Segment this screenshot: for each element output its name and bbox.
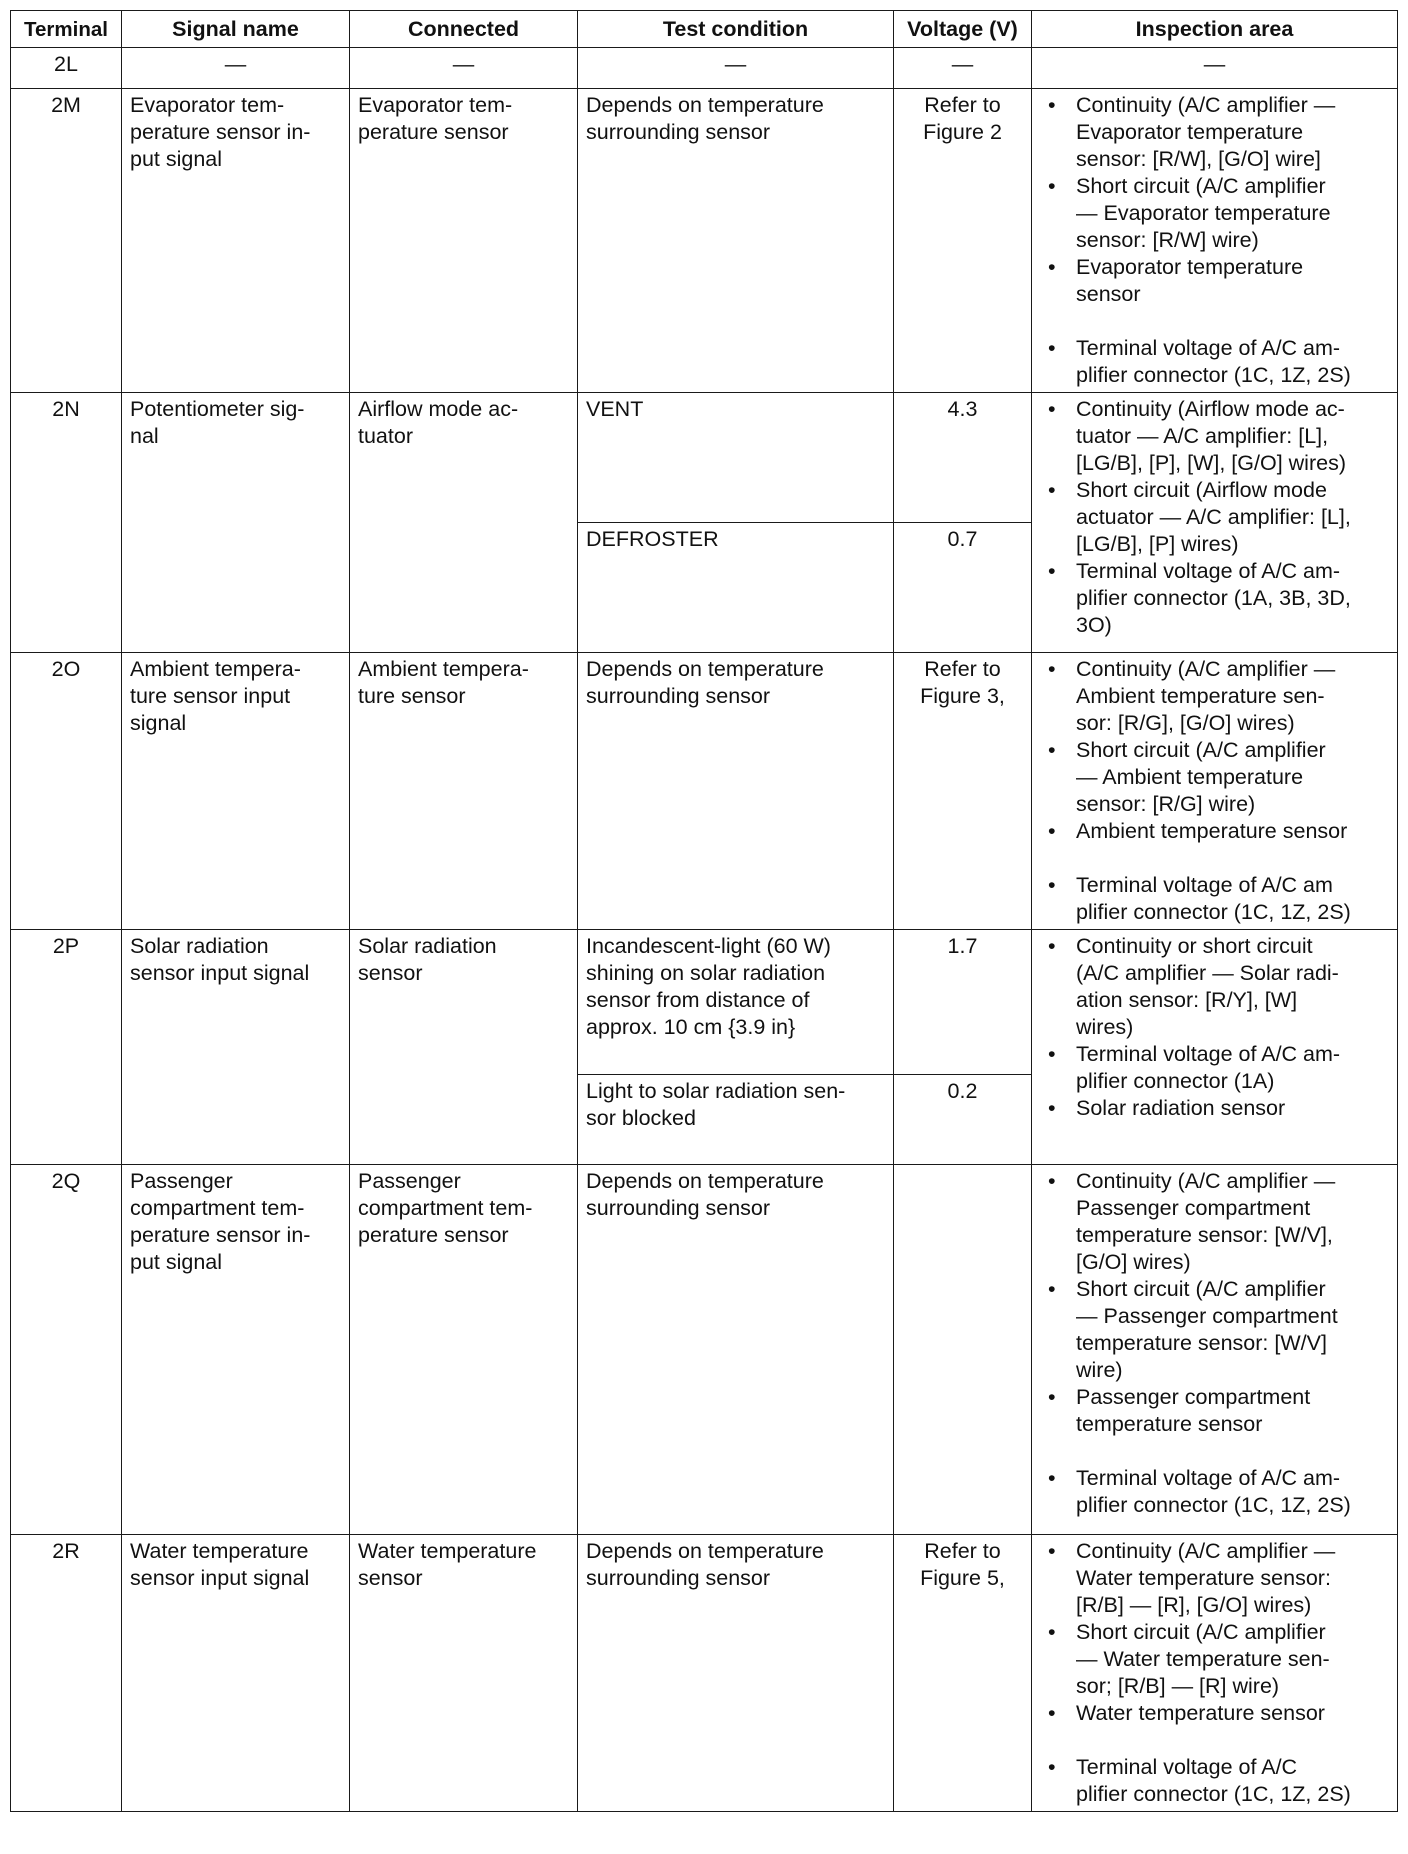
header-signal-name: Signal name: [122, 11, 350, 48]
inspection-item-text: • Continuity (A/C amplifier — Passenger compartment temperature sensor: [W/V], [G/O] wires): [1076, 1169, 1336, 1274]
inspection-item-text: • Terminal voltage of A/C am- plifier connector (1A): [1076, 1042, 1341, 1093]
voltage-text: Refer to Figure 2: [923, 93, 1002, 144]
test-condition-text: Depends on temperature surrounding sensor: [586, 1169, 824, 1220]
connected-text: Ambient tempera- ture sensor: [358, 657, 529, 708]
dash-cell: —: [1032, 48, 1398, 89]
table-row-2M: [11, 89, 1398, 393]
table-row-2N: [11, 393, 1398, 523]
inspection-item-text: • Evaporator temperature sensor: [1076, 255, 1304, 306]
terminal-cell: 2M: [11, 89, 122, 393]
inspection-item: [1040, 1538, 1389, 1619]
test-condition-text: Incandescent-light (60 W) shining on solar radiation sensor from distance of approx. 10 cm {3.9 in}: [586, 934, 831, 1039]
voltage-cell: [894, 930, 1032, 1075]
inspection-item: [1040, 477, 1389, 558]
voltage-cell: [894, 1165, 1032, 1535]
inspection-item-text: • Continuity (A/C amplifier — Water temperature sensor: [R/B] — [R], [G/O] wires): [1076, 1539, 1336, 1617]
inspection-list: [1040, 92, 1389, 389]
signal-name-cell: [122, 1165, 350, 1535]
inspection-item: [1040, 558, 1389, 639]
inspection-item-text: • Short circuit (A/C amplifier — Evaporator temperature sensor: [R/W] wire): [1076, 174, 1331, 252]
inspection-item: [1040, 173, 1389, 254]
inspection-item: [1040, 737, 1389, 818]
table-row-2R: [11, 1535, 1398, 1812]
inspection-cell: [1032, 930, 1398, 1165]
signal-name-text: Potentiometer sig- nal: [130, 397, 305, 448]
voltage-cell: [894, 653, 1032, 930]
terminal-cell: 2L: [11, 48, 122, 89]
connected-text: Airflow mode ac- tuator: [358, 397, 519, 448]
inspection-list: [1040, 396, 1389, 639]
signal-name-text: Passenger compartment tem- perature sensor in- put signal: [130, 1169, 311, 1274]
voltage-cell: [894, 1075, 1032, 1165]
terminal-cell: 2O: [11, 653, 122, 930]
inspection-item-text: • Terminal voltage of A/C am- plifier connector (1C, 1Z, 2S): [1076, 1466, 1351, 1517]
inspection-item-text: • Terminal voltage of A/C plifier connector (1C, 1Z, 2S): [1076, 1755, 1351, 1806]
inspection-item: [1040, 933, 1389, 1041]
connected-cell: [350, 1165, 578, 1535]
inspection-item: [1040, 254, 1389, 308]
inspection-item: [1040, 1384, 1389, 1438]
table-row-2O: [11, 653, 1398, 930]
inspection-item: [1040, 1754, 1389, 1808]
terminal-inspection-table: [10, 10, 1398, 1812]
signal-name-cell: [122, 393, 350, 653]
voltage-cell: [894, 523, 1032, 653]
inspection-item-text: • Short circuit (A/C amplifier — Ambient temperature sensor: [R/G] wire): [1076, 738, 1326, 816]
inspection-item-text: • Continuity (Airflow mode ac- tuator — A/C amplifier: [L], [LG/B], [P], [W], [G/O] wires): [1076, 397, 1346, 475]
connected-text: Water temperature sensor: [358, 1539, 537, 1590]
inspection-cell: [1032, 1535, 1398, 1812]
terminal-cell: 2R: [11, 1535, 122, 1812]
voltage-cell: [894, 393, 1032, 523]
voltage-cell: [894, 1535, 1032, 1812]
terminal-cell: 2N: [11, 393, 122, 653]
test-condition-cell: [578, 523, 894, 653]
test-condition-text: Depends on temperature surrounding sensor: [586, 1539, 824, 1590]
inspection-item: [1040, 656, 1389, 737]
test-condition-cell: [578, 1535, 894, 1812]
inspection-item-text: • Short circuit (Airflow mode actuator — A/C amplifier: [L], [LG/B], [P] wires): [1076, 478, 1351, 556]
terminal-cell: 2P: [11, 930, 122, 1165]
signal-name-cell: [122, 1535, 350, 1812]
test-condition-cell: [578, 1075, 894, 1165]
test-condition-cell: [578, 930, 894, 1075]
inspection-list: [1040, 1168, 1389, 1519]
inspection-item-text: • Ambient temperature sensor: [1076, 819, 1348, 843]
signal-name-cell: [122, 89, 350, 393]
inspection-item: [1040, 818, 1389, 845]
inspection-item-text: • Continuity (A/C amplifier — Evaporator temperature sensor: [R/W], [G/O] wire]: [1076, 93, 1336, 171]
header-voltage: Voltage (V): [894, 11, 1032, 48]
connected-text: Solar radiation sensor: [358, 934, 497, 985]
test-condition-text: Depends on temperature surrounding sensor: [586, 657, 824, 708]
connected-text: Passenger compartment tem- perature sensor: [358, 1169, 533, 1247]
dash-cell: —: [350, 48, 578, 89]
table-row-2L: [11, 48, 1398, 89]
test-condition-text: VENT: [586, 397, 644, 421]
header-row: [11, 11, 1398, 48]
connected-cell: [350, 653, 578, 930]
signal-name-text: Solar radiation sensor input signal: [130, 934, 310, 985]
inspection-item: [1040, 1619, 1389, 1700]
inspection-item-text: • Solar radiation sensor: [1076, 1096, 1286, 1120]
header-terminal: Terminal: [11, 11, 122, 48]
voltage-cell: [894, 89, 1032, 393]
signal-name-text: Water temperature sensor input signal: [130, 1539, 310, 1590]
connected-cell: [350, 1535, 578, 1812]
inspection-cell: [1032, 653, 1398, 930]
inspection-cell: [1032, 89, 1398, 393]
signal-name-cell: [122, 930, 350, 1165]
inspection-item: [1040, 1095, 1389, 1122]
inspection-item: [1040, 1700, 1389, 1727]
test-condition-cell: [578, 1165, 894, 1535]
inspection-cell: [1032, 1165, 1398, 1535]
inspection-item: [1040, 1465, 1389, 1519]
inspection-item-text: • Terminal voltage of A/C am- plifier connector (1A, 3B, 3D, 3O): [1076, 559, 1351, 637]
voltage-text: Refer to Figure 5,: [920, 1539, 1005, 1590]
document-page: [10, 10, 1398, 1812]
header-test-condition: Test condition: [578, 11, 894, 48]
test-condition-text: Depends on temperature surrounding sensor: [586, 93, 824, 144]
inspection-item: [1040, 1168, 1389, 1276]
voltage-text: 1.7: [947, 934, 978, 958]
connected-cell: [350, 89, 578, 393]
table-row-2P: [11, 930, 1398, 1075]
signal-name-cell: [122, 653, 350, 930]
inspection-item-text: • Short circuit (A/C amplifier — Water temperature sen- sor; [R/B] — [R] wire): [1076, 1620, 1330, 1698]
test-condition-cell: [578, 89, 894, 393]
test-condition-cell: [578, 653, 894, 930]
inspection-cell: [1032, 393, 1398, 653]
inspection-item: [1040, 92, 1389, 173]
voltage-text: Refer to Figure 3,: [920, 657, 1005, 708]
table-row-2Q: [11, 1165, 1398, 1535]
inspection-item: [1040, 872, 1389, 926]
inspection-item-text: • Continuity (A/C amplifier — Ambient temperature sen- sor: [R/G], [G/O] wires): [1076, 657, 1336, 735]
voltage-text: 0.2: [947, 1079, 978, 1103]
signal-name-text: Ambient tempera- ture sensor input signal: [130, 657, 301, 735]
inspection-item: [1040, 335, 1389, 389]
test-condition-cell: [578, 393, 894, 523]
connected-cell: [350, 393, 578, 653]
test-condition-text: DEFROSTER: [586, 527, 719, 551]
connected-cell: [350, 930, 578, 1165]
connected-text: Evaporator tem- perature sensor: [358, 93, 513, 144]
test-condition-text: Light to solar radiation sen- sor blocked: [586, 1079, 846, 1130]
inspection-item: [1040, 1276, 1389, 1384]
dash-cell: —: [578, 48, 894, 89]
header-connected: Connected: [350, 11, 578, 48]
voltage-text: 4.3: [947, 397, 978, 421]
header-inspection-area: Inspection area: [1032, 11, 1398, 48]
inspection-list: [1040, 933, 1389, 1122]
inspection-item-text: • Terminal voltage of A/C am- plifier connector (1C, 1Z, 2S): [1076, 336, 1351, 387]
inspection-list: [1040, 656, 1389, 926]
voltage-text: 0.7: [947, 527, 978, 551]
inspection-item-text: • Continuity or short circuit (A/C amplifier — Solar radi- ation sensor: [R/Y], [W] wires): [1076, 934, 1339, 1039]
terminal-cell: 2Q: [11, 1165, 122, 1535]
dash-cell: —: [894, 48, 1032, 89]
inspection-item: [1040, 396, 1389, 477]
inspection-item-text: • Water temperature sensor: [1076, 1701, 1325, 1725]
dash-cell: —: [122, 48, 350, 89]
inspection-item-text: • Passenger compartment temperature sensor: [1076, 1385, 1311, 1436]
inspection-list: [1040, 1538, 1389, 1808]
inspection-item-text: • Short circuit (A/C amplifier — Passenger compartment temperature sensor: [W/V] wire): [1076, 1277, 1338, 1382]
signal-name-text: Evaporator tem- perature sensor in- put signal: [130, 93, 311, 171]
inspection-item: [1040, 1041, 1389, 1095]
inspection-item-text: • Terminal voltage of A/C am plifier connector (1C, 1Z, 2S): [1076, 873, 1351, 924]
